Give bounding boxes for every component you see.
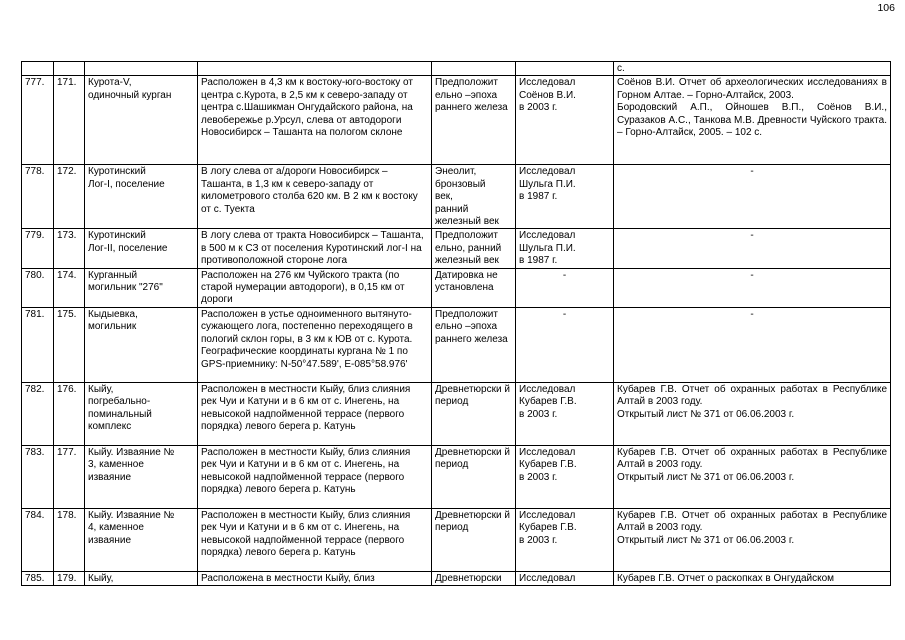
- row-subnumber: 173.: [54, 229, 85, 268]
- row-number: [22, 62, 54, 76]
- monument-name: Куротинский Лог-II, поселение: [85, 229, 198, 268]
- monument-sources: Кубарев Г.В. Отчет об охранных работах в Республике Алтай в 2003 году. Открытый лист № 371 от 06.06.2003 г.: [614, 382, 891, 445]
- monument-sources: -: [614, 229, 891, 268]
- monument-sources: -: [614, 165, 891, 229]
- row-subnumber: 174.: [54, 268, 85, 307]
- monument-sources: -: [614, 307, 891, 382]
- page-number: 106: [877, 2, 895, 14]
- monument-location: Расположен в устье одноименного вытянуто-сужающего лога, постепенно переходящего в пологий склон горы, в 3 км к ЮВ от с. Курота. Географические координаты кургана № 1 по GPS-приемнику: N-50°47.589', E-085°58.976': [198, 307, 432, 382]
- row-number: 780.: [22, 268, 54, 307]
- monument-location: Расположен в местности Кыйу, близ слияния рек Чуи и Катуни и в 6 км от с. Инегень, на невысокой надпойменной террасе (первого порядка) левого берега р. Катунь: [198, 508, 432, 571]
- row-number: 778.: [22, 165, 54, 229]
- monument-name: Кыйу. Изваяние № 3, каменное изваяние: [85, 445, 198, 508]
- table-row: [22, 571, 891, 585]
- row-number: 777.: [22, 76, 54, 165]
- monument-name: Курганный могильник "276": [85, 268, 198, 307]
- monument-researcher: Исследовал Сoёнов В.И. в 2003 г.: [516, 76, 614, 165]
- row-number: 779.: [22, 229, 54, 268]
- monument-sources: Кубарев Г.В. Отчет об охранных работах в Республике Алтай в 2003 году. Открытый лист № 371 от 06.06.2003 г.: [614, 508, 891, 571]
- monument-sources: Соёнов В.И. Отчет об археологических исследованиях в Горном Алтае. – Горно-Алтайск, 2003. Бородовский А.П., Ойношев В.П., Соёнов В.И., Суразаков А.С., Танкова М.В. Древности Чуйского тракта. – Горно-Алтайск, 2005. – 102 с.: [614, 76, 891, 165]
- table-row: [22, 62, 891, 76]
- monument-dating: [432, 62, 516, 76]
- table-row: [22, 508, 891, 571]
- monument-name: [85, 62, 198, 76]
- monument-researcher: -: [516, 307, 614, 382]
- monument-researcher: Исследовал Кубарев Г.В. в 2003 г.: [516, 445, 614, 508]
- monument-name: Кыйу. Изваяние № 4, каменное изваяние: [85, 508, 198, 571]
- monument-location: [198, 62, 432, 76]
- monument-researcher: Исследовал: [516, 571, 614, 585]
- monument-name: Кыйу, погребально- поминальный комплекс: [85, 382, 198, 445]
- table-row: [22, 229, 891, 268]
- row-subnumber: 179.: [54, 571, 85, 585]
- monument-dating: Предположит ельно –эпоха раннего железа: [432, 307, 516, 382]
- row-subnumber: 178.: [54, 508, 85, 571]
- monument-name: Куротинский Лог-I, поселение: [85, 165, 198, 229]
- row-subnumber: 172.: [54, 165, 85, 229]
- table-row: [22, 268, 891, 307]
- monument-dating: Древнетюрски й период: [432, 508, 516, 571]
- monument-location: Расположен в 4,3 км к востоку-юго-востоку от центра с.Курота, в 2,5 км к северо-западу от центра с.Шашикман Онгудайского района, на левобережье р.Урсул, слева от автодороги Новосибирск – Ташанта на пологом склоне: [198, 76, 432, 165]
- monument-dating: Древнетюрски й период: [432, 445, 516, 508]
- monument-location: В логу слева от тракта Новосибирск – Ташанта, в 500 м к СЗ от поселения Куротинский лог-I на противоположной стороне лога: [198, 229, 432, 268]
- monument-name: Кыдыевка, могильник: [85, 307, 198, 382]
- row-subnumber: 176.: [54, 382, 85, 445]
- row-number: 782.: [22, 382, 54, 445]
- monument-dating: Древнетюрски: [432, 571, 516, 585]
- monument-researcher: Исследовал Кубарев Г.В. в 2003 г.: [516, 382, 614, 445]
- table-row: [22, 307, 891, 382]
- monument-dating: Предположит ельно –эпоха раннего железа: [432, 76, 516, 165]
- monument-sources: с.: [614, 62, 891, 76]
- table-row: [22, 76, 891, 165]
- row-number: 781.: [22, 307, 54, 382]
- monument-location: Расположен в местности Кыйу, близ слияния рек Чуи и Катуни и в 6 км от с. Инегень, на невысокой надпойменной террасе (первого порядка) левого берега р. Катунь: [198, 445, 432, 508]
- row-subnumber: 175.: [54, 307, 85, 382]
- table-row: [22, 445, 891, 508]
- table-row: [22, 165, 891, 229]
- table-row: [22, 382, 891, 445]
- row-number: 783.: [22, 445, 54, 508]
- monument-location: В логу слева от а/дороги Новосибирск – Ташанта, в 1,3 км к северо-западу от километрового столба 620 км. В 2 км к востоку от с. Туекта: [198, 165, 432, 229]
- monument-researcher: -: [516, 268, 614, 307]
- row-number: 785.: [22, 571, 54, 585]
- monument-sources: Кубарев Г.В. Отчет о раскопках в Онгудайском: [614, 571, 891, 585]
- row-subnumber: [54, 62, 85, 76]
- monument-dating: Древнетюрски й период: [432, 382, 516, 445]
- row-subnumber: 177.: [54, 445, 85, 508]
- monument-sources: -: [614, 268, 891, 307]
- monument-dating: Предположит ельно, ранний железный век: [432, 229, 516, 268]
- row-subnumber: 171.: [54, 76, 85, 165]
- monuments-table: [21, 61, 891, 586]
- monument-researcher: Исследовал Шульга П.И. в 1987 г.: [516, 229, 614, 268]
- monument-location: Расположен на 276 км Чуйского тракта (по старой нумерации автодороги), в 0,15 км от дороги: [198, 268, 432, 307]
- monument-researcher: Исследовал Кубарев Г.В. в 2003 г.: [516, 508, 614, 571]
- monument-researcher: [516, 62, 614, 76]
- row-number: 784.: [22, 508, 54, 571]
- monument-sources: Кубарев Г.В. Отчет об охранных работах в Республике Алтай в 2003 году. Открытый лист № 371 от 06.06.2003 г.: [614, 445, 891, 508]
- monument-name: Кыйу,: [85, 571, 198, 585]
- monument-dating: Энеолит, бронзовый век, ранний железный век: [432, 165, 516, 229]
- monument-name: Курота-V, одиночный курган: [85, 76, 198, 165]
- monument-dating: Датировка не установлена: [432, 268, 516, 307]
- monument-researcher: Исследовал Шульга П.И. в 1987 г.: [516, 165, 614, 229]
- monument-location: Расположен в местности Кыйу, близ слияния рек Чуи и Катуни и в 6 км от с. Инегень, на невысокой надпойменной террасе (первого порядка) левого берега р. Катунь: [198, 382, 432, 445]
- monument-location: Расположена в местности Кыйу, близ: [198, 571, 432, 585]
